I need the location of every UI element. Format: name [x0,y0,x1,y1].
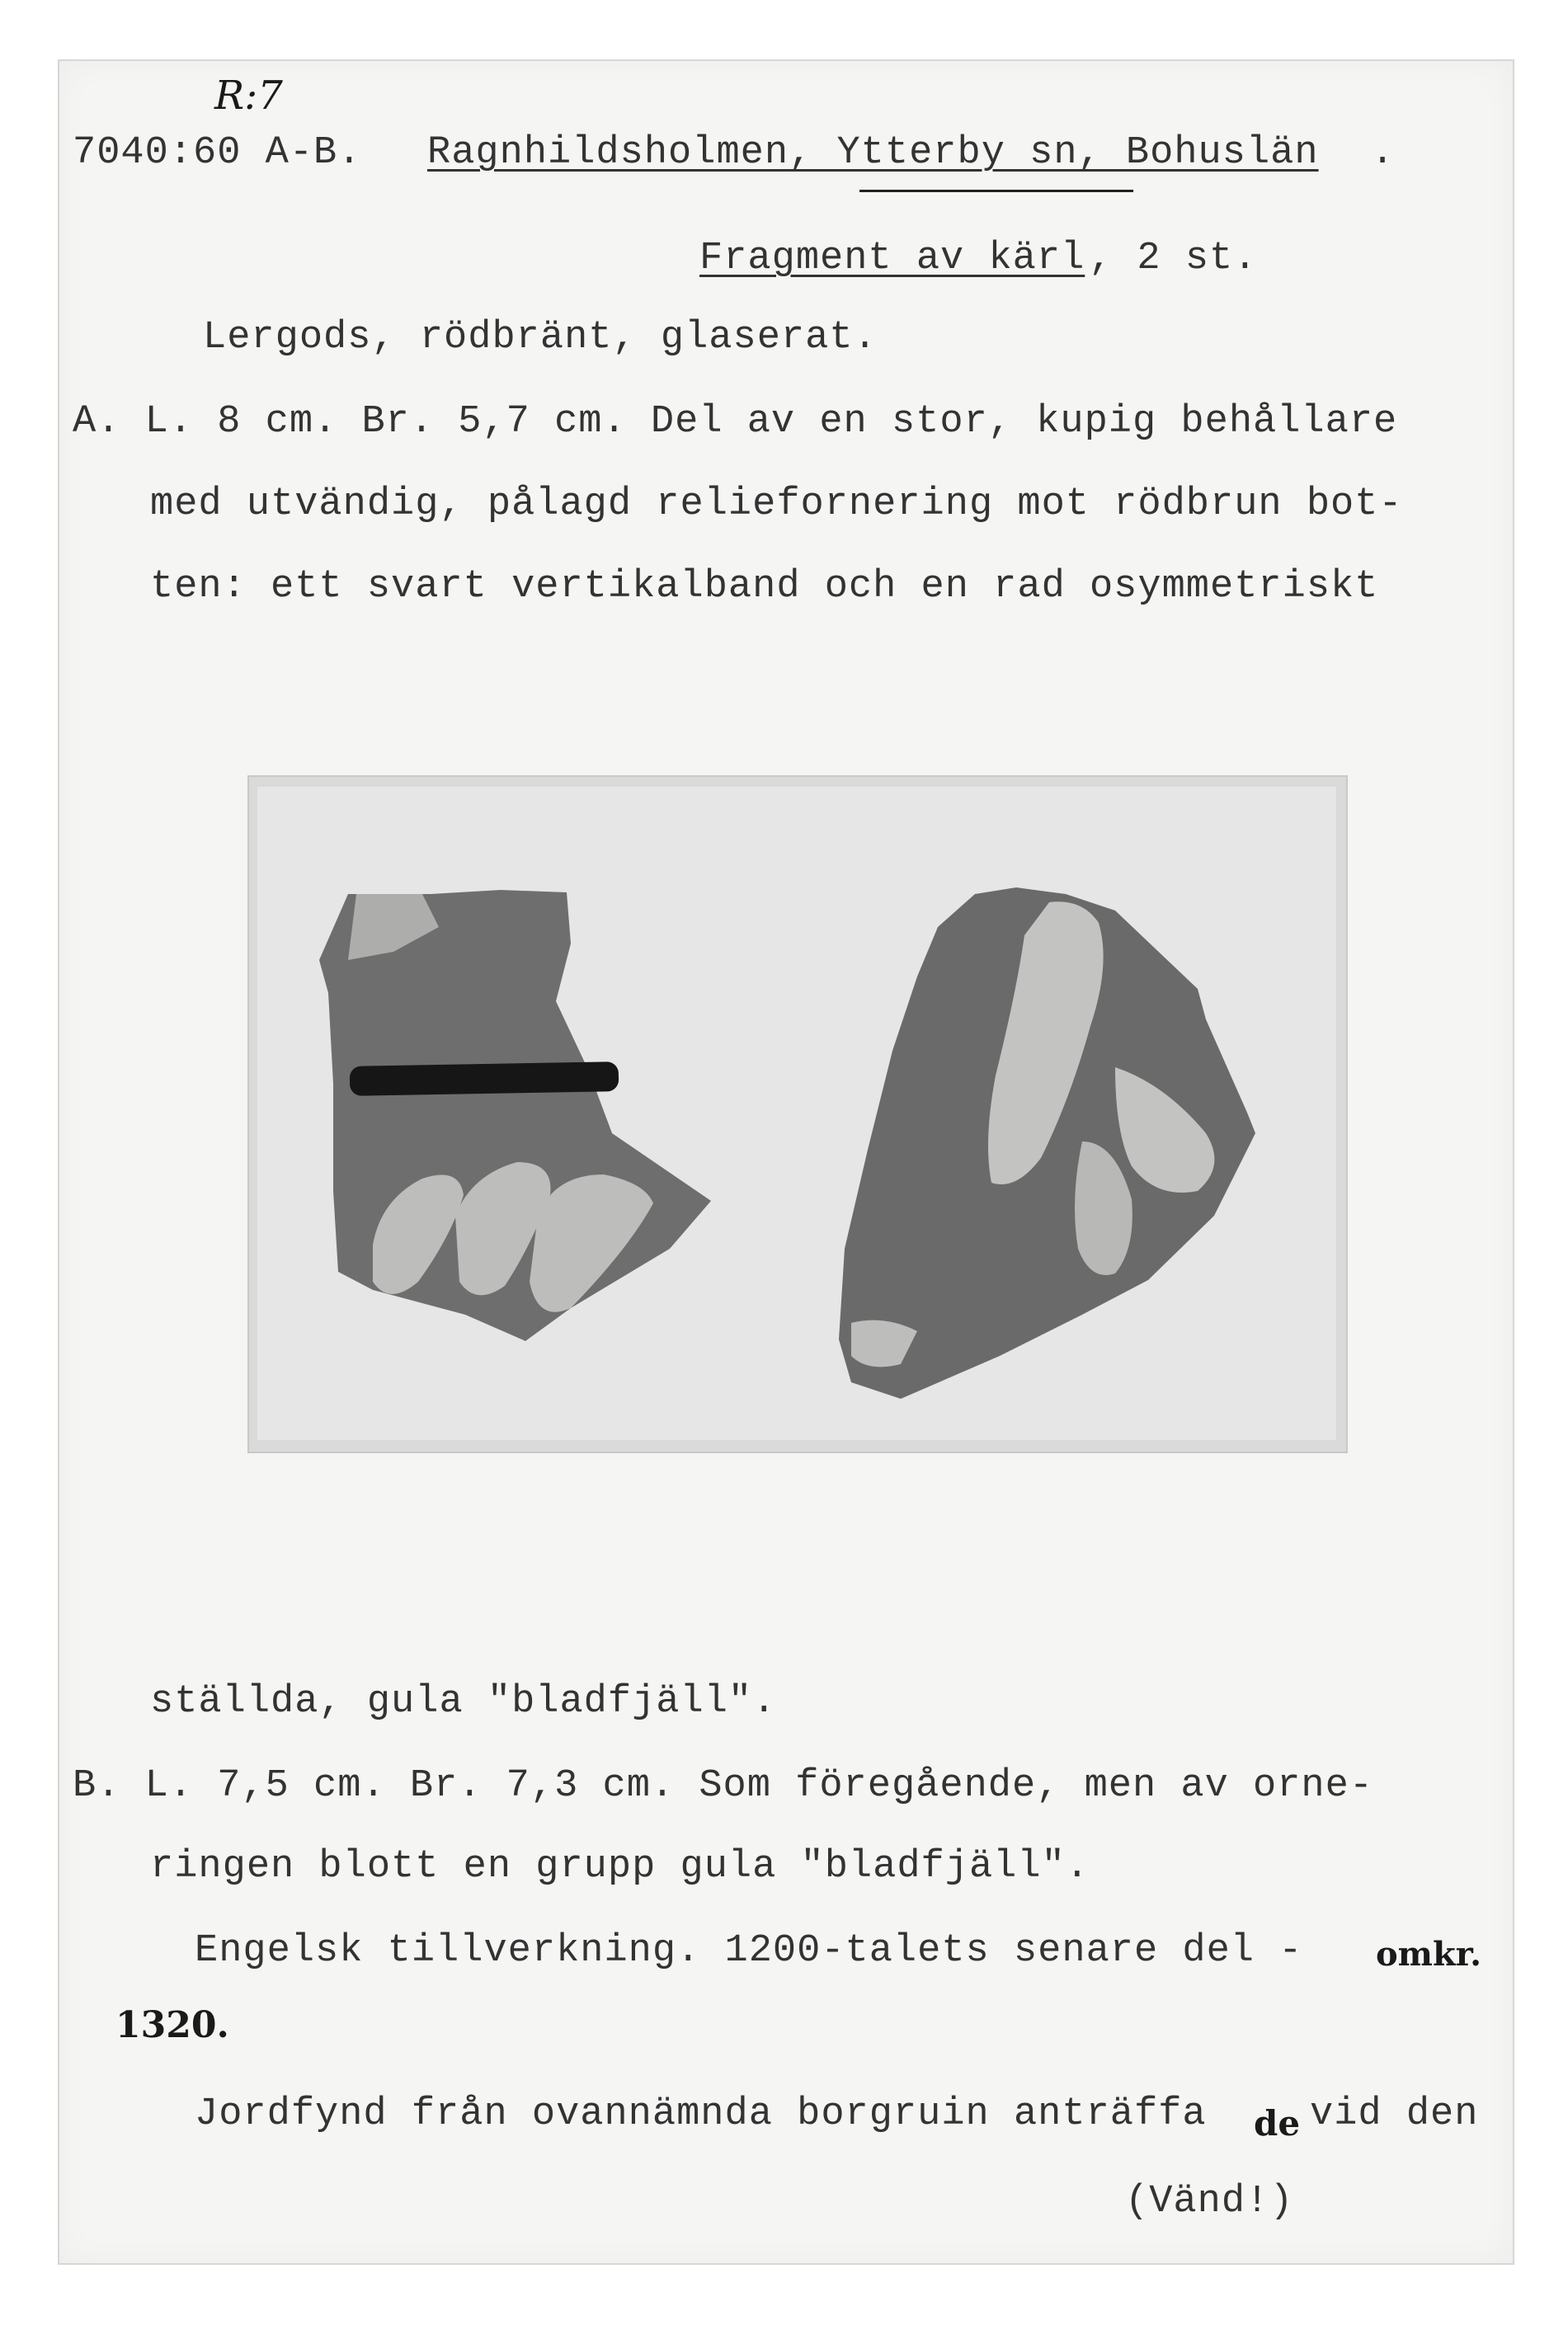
handwritten-correction: de [1254,2103,1301,2144]
material-line: Lergods, rödbränt, glaserat. [203,316,878,360]
find-line-start: Jordfynd från ovannämnda borgruin anträffa [195,2092,1207,2136]
turn-note: (Vänd!) [1125,2180,1294,2224]
find-location-period: . [1371,131,1396,175]
sherds-photograph [247,775,1348,1453]
object-title: Fragment av kärl [699,237,1085,280]
item-b-line-2: ringen blott en grupp gula "bladfjäll". [150,1845,1090,1889]
dating-line: Engelsk tillverkning. 1200-talets senare del - [195,1929,1303,1973]
handwritten-year: 1320. [115,2004,229,2046]
item-a-line-1: A. L. 8 cm. Br. 5,7 cm. Del av en stor, kupig behållare [73,400,1398,444]
object-count: , 2 st. [1089,237,1258,280]
item-a-line-3: ten: ett svart vertikalband och en rad osymmetriskt [150,565,1379,609]
find-line-end: vid den [1310,2092,1479,2136]
catalog-number: 7040:60 A-B. [73,131,362,175]
handwritten-circa: omkr. [1376,1935,1482,1974]
sherds-image [257,787,1336,1440]
item-a-line-2: med utvändig, pålagd reliefornering mot rödbrun bot- [150,482,1403,526]
location-extra-rule [859,190,1133,192]
handwritten-mark: R:7 [214,73,283,119]
find-location: Ragnhildsholmen, Ytterby sn, Bohuslän [427,131,1319,175]
item-a-line-4: ställda, gula "bladfjäll". [150,1680,777,1724]
item-b-line-1: B. L. 7,5 cm. Br. 7,3 cm. Som föregående, men av orne- [73,1764,1374,1808]
